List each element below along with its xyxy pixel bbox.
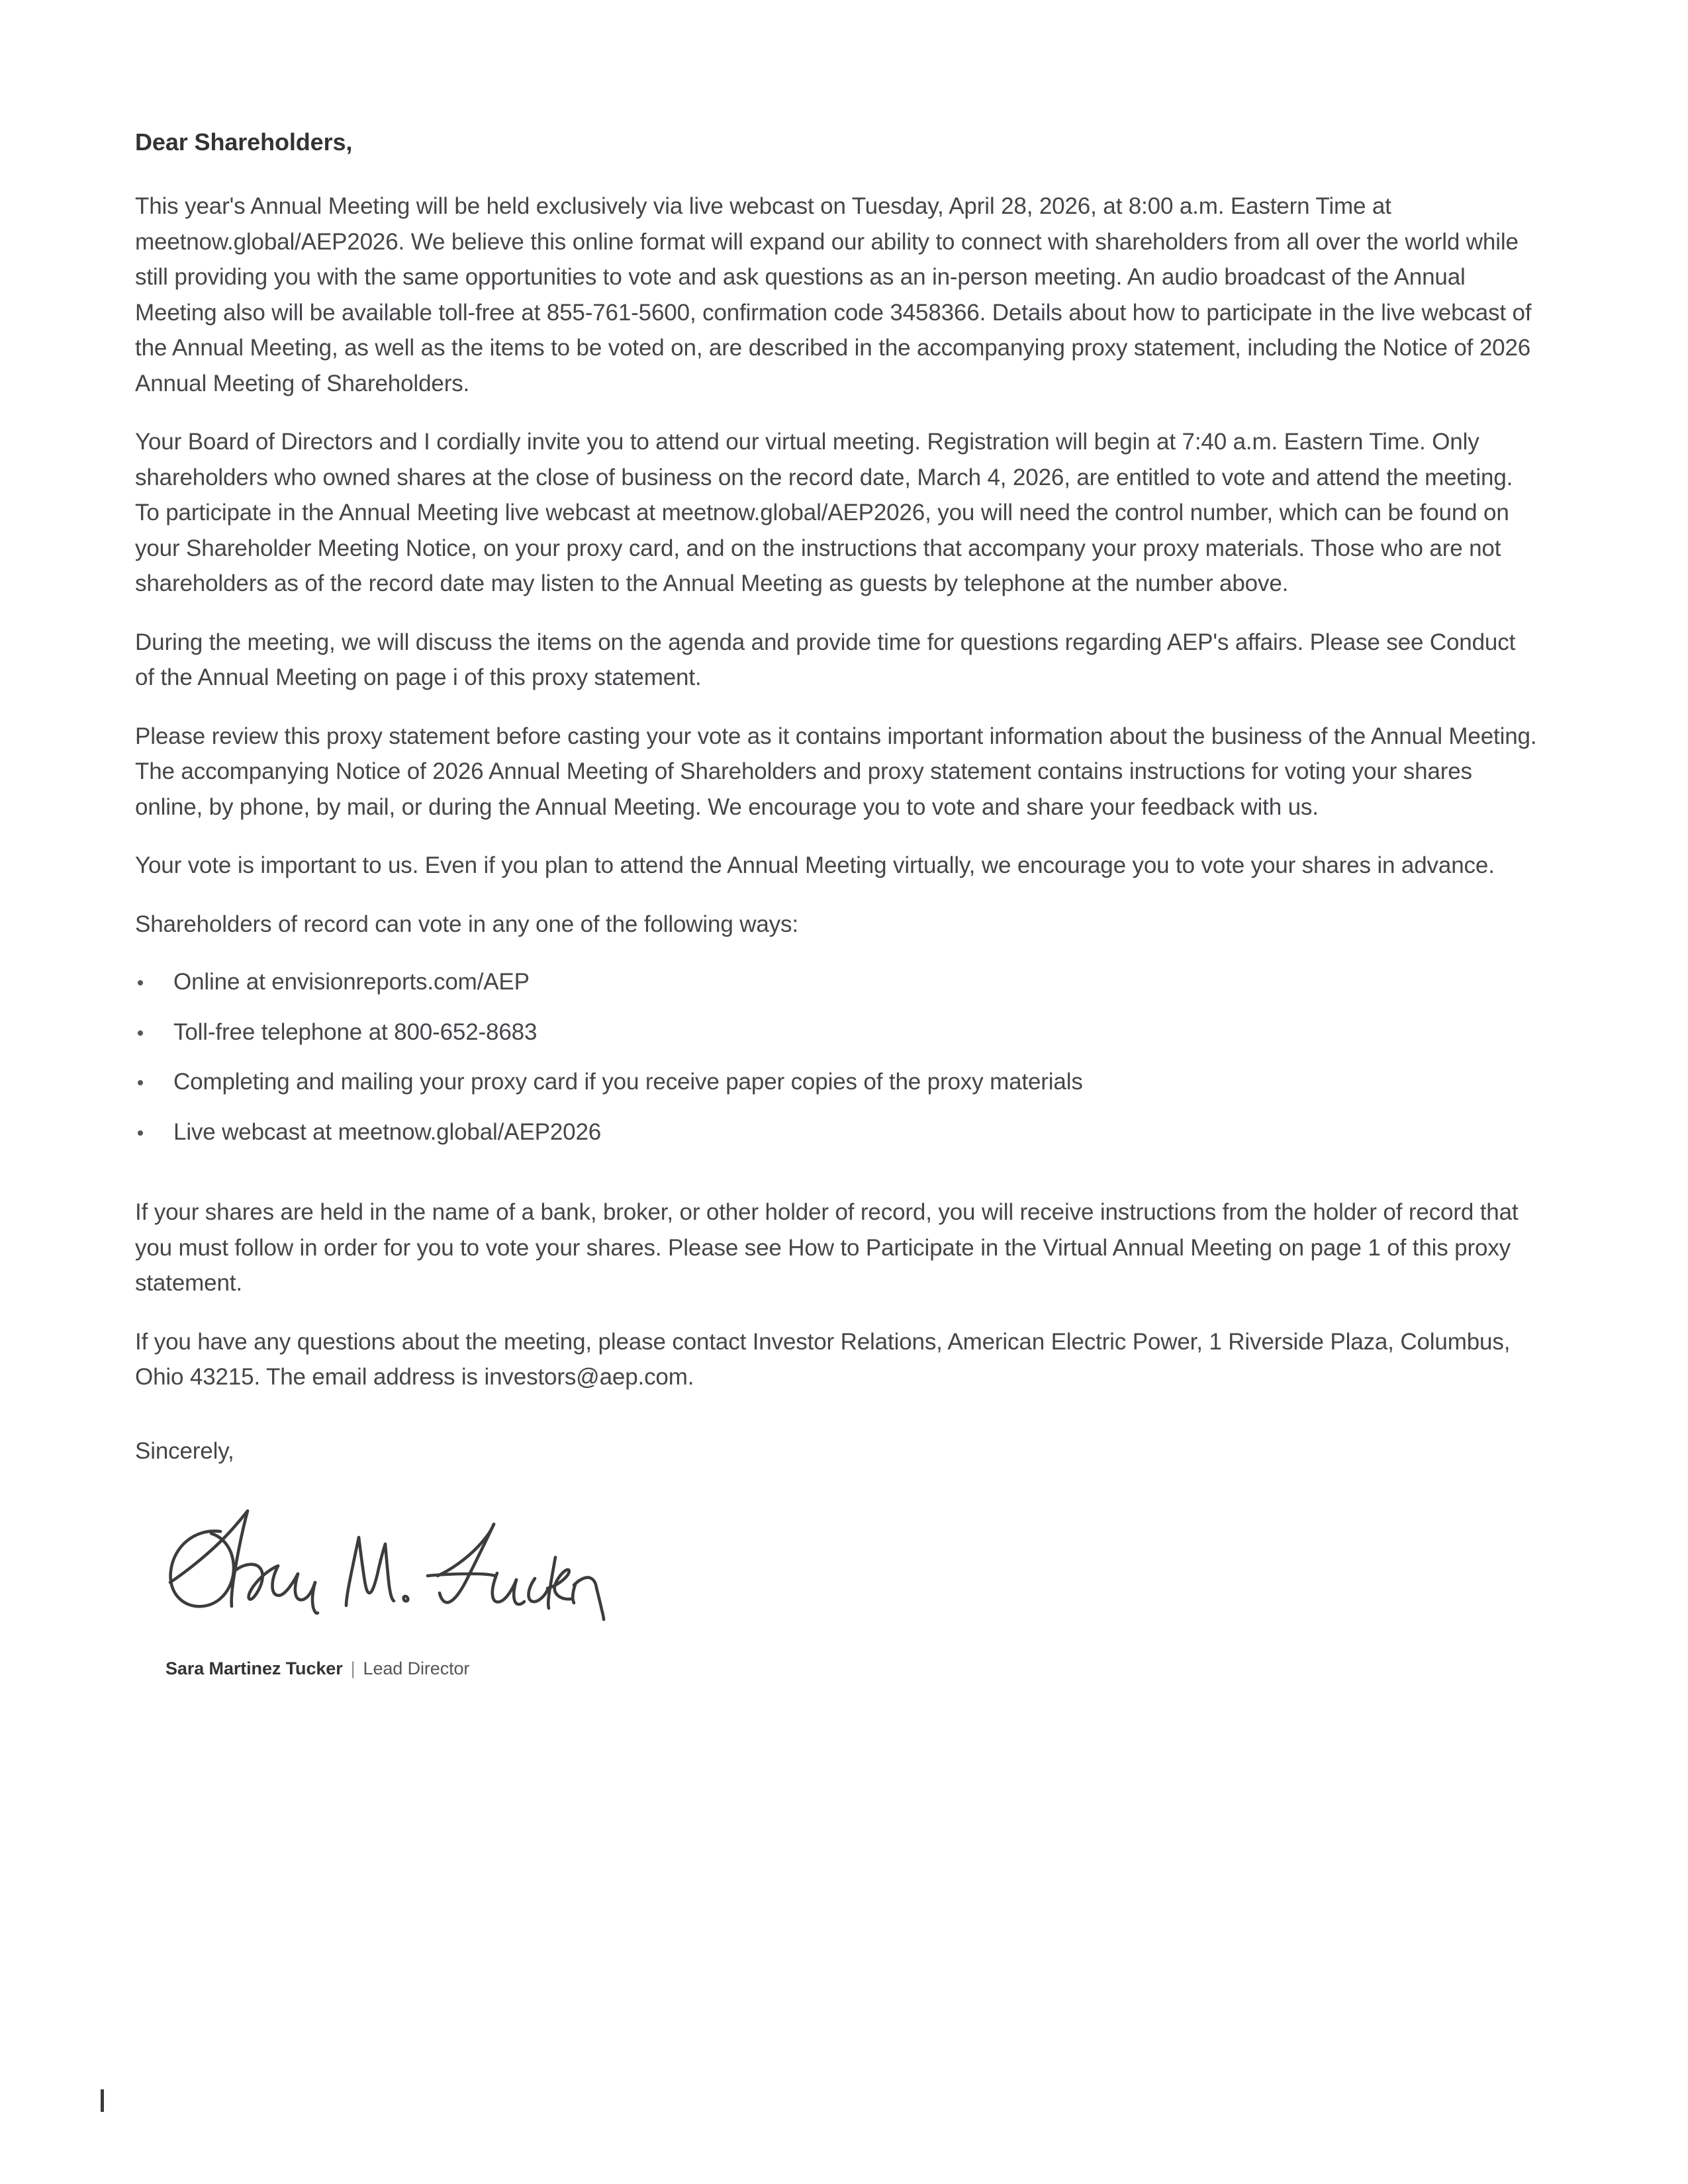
paragraph-invitation: Your Board of Directors and I cordially invite you to attend our virtual meeting. Registration will begin at 7:40 a.m. Eastern Time. Only shareholders who owned shares at the close of business on the record date, March 4, 2026, are entitled to vote and attend the meeting. To participate in the Annual Meeting live webcast at meetnow.global/AEP2026, you will need the control number, which can be found on your Shareholder Meeting Notice, on your proxy card, and on the instructions that accompany your proxy materials. Those who are not shareholders as of the record date may listen to the Annual Meeting as guests by telephone at the number above. [135,429,1513,596]
page-footer-mark [101,2089,104,2112]
vote-methods-list [135,964,1538,1150]
handwritten-signature-icon [142,1496,645,1629]
paragraph-contact-investor-relations: If you have any questions about the meeting, please contact Investor Relations, American Electric Power, 1 Riverside Plaza, Columbus, Ohio 43215. The email address is investors@aep.com. [135,1328,1511,1390]
page-title: Dear Shareholders, [135,128,353,156]
list-item: Toll-free telephone at 800-652-8683 [135,1015,1538,1050]
letter-content [135,127,1538,1680]
list-item: Completing and mailing your proxy card if you receive paper copies of the proxy materials [135,1064,1538,1100]
paragraph-meeting-details: This year's Annual Meeting will be held exclusively via live webcast on Tuesday, April 28, 2026, at 8:00 a.m. Eastern Time at meetnow.global/AEP2026. We believe this online format will expand our ability to connect with shareholders from all over the world while still providing you with the same opportunities to vote and ask questions as an in-person meeting. An audio broadcast of the Annual Meeting also will be available toll-free at 855-761-5600, confirmation code 3458366. Details about how to participate in the live webcast of the Annual Meeting, as well as the items to be voted on, are described in the accompanying proxy statement, including the Notice of 2026 Annual Meeting of Shareholders. [135,193,1532,396]
paragraph-beneficial-holders: If your shares are held in the name of a bank, broker, or other holder of record, you will receive instructions from the holder of record that you must follow in order for you to vote your shares. Please see How to Participate in the Virtual Annual Meeting on page 1 of this proxy statement. [135,1199,1519,1296]
closing-salutation: Sincerely, [135,1437,234,1464]
list-item: Live webcast at meetnow.global/AEP2026 [135,1115,1538,1150]
signature-block [165,1657,1538,1680]
signer-separator: | [350,1659,355,1678]
signature-image [142,1496,645,1629]
list-item: Online at envisionreports.com/AEP [135,964,1538,1000]
list-spacer [135,1172,1538,1195]
paragraph-agenda: During the meeting, we will discuss the items on the agenda and provide time for questions regarding AEP's affairs. Please see Conduct of the Annual Meeting on page i of this proxy statement. [135,629,1516,690]
signer-name: Sara Martinez Tucker [165,1659,343,1678]
paragraph-review-proxy: Please review this proxy statement before casting your vote as it contains important information about the business of the Annual Meeting. The accompanying Notice of 2026 Annual Meeting of Shareholders and proxy statement contains instructions for voting your shares online, by phone, by mail, or during the Annual Meeting. We encourage you to vote and share your feedback with us. [135,723,1537,820]
paragraph-vote-importance: Your vote is important to us. Even if you plan to attend the Annual Meeting virtually, we encourage you to vote your shares in advance. [135,852,1495,878]
signer-title: Lead Director [363,1659,470,1678]
paragraph-vote-methods-intro: Shareholders of record can vote in any one of the following ways: [135,911,798,937]
